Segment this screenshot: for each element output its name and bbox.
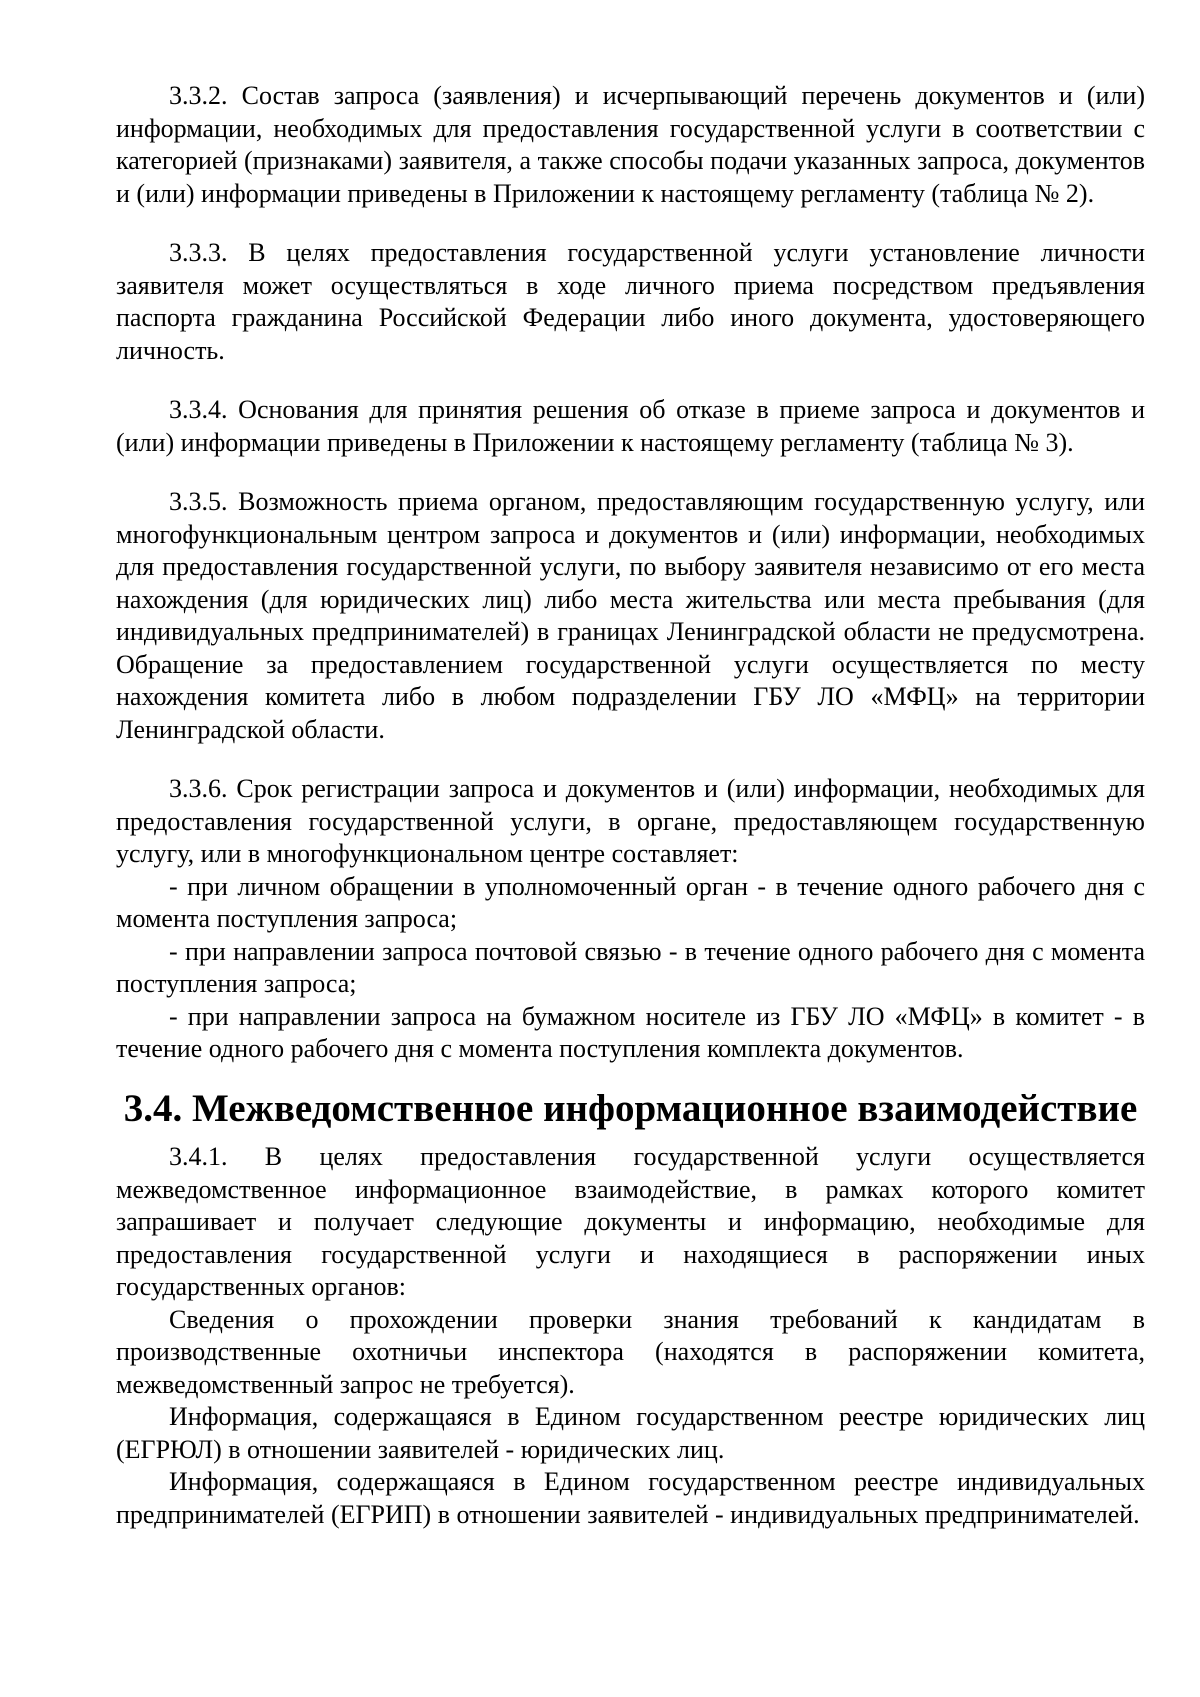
section-heading: 3.4. Межведомственное информационное взаимодействие <box>123 1086 1138 1130</box>
paragraph-3-3-5: 3.3.5. Возможность приема органом, предоставляющим государственную услугу, или многофункциональным центром запроса и документов и (или) информации, необходимых для предоставления государственной услуги, по выбору заявителя независимо от его места нахождения (для юридических лиц) либо места жительства или места пребывания (для индивидуальных предпринимателей) в границах Ленинградской области не предусмотрена. Обращение за предоставлением государственной услуги осуществляется по месту нахождения комитета либо в любом подразделении ГБУ ЛО «МФЦ» на территории Ленинградской области. <box>116 487 1145 744</box>
paragraph-egrip-info: Информация, содержащаяся в Едином государственном реестре индивидуальных предпринимателей (ЕГРИП) в отношении заявителей - индивидуальных предпринимателей. <box>116 1467 1145 1529</box>
paragraph-3-3-3: 3.3.3. В целях предоставления государственной услуги установление личности заявителя может осуществляться в ходе личного приема посредством предъявления паспорта гражданина Российской Федерации либо иного документа, удостоверяющего личность. <box>116 238 1145 365</box>
paragraph-inspection-info: Сведения о прохождении проверки знания требований к кандидатам в производственные охотничьи инспектора (находятся в распоряжении комитета, межведомственный запрос не требуется). <box>116 1304 1145 1399</box>
list-item: - при направлении запроса почтовой связью - в течение одного рабочего дня с момента поступления запроса; <box>116 936 1145 998</box>
paragraph-3-3-4: 3.3.4. Основания для принятия решения об отказе в приеме запроса и документов и (или) информации приведены в Приложении к настоящему регламенту (таблица № 3). <box>116 395 1145 457</box>
paragraph-3-4-1: 3.4.1. В целях предоставления государственной услуги осуществляется межведомственное информационное взаимодействие, в рамках которого комитет запрашивает и получает следующие документы и информацию, необходимые для предоставления государственной услуги и находящиеся в распоряжении иных государственных органов: <box>116 1142 1145 1301</box>
list-item: - при личном обращении в уполномоченный орган - в течение одного рабочего дня с момента поступления запроса; <box>116 871 1145 933</box>
document-page <box>116 80 1145 1531</box>
list-item: - при направлении запроса на бумажном носителе из ГБУ ЛО «МФЦ» в комитет - в течение одного рабочего дня с момента поступления комплекта документов. <box>116 1001 1145 1063</box>
paragraph-3-3-6: 3.3.6. Срок регистрации запроса и документов и (или) информации, необходимых для предоставления государственной услуги, в органе, предоставляющем государственную услугу, или в многофункциональном центре составляет: <box>116 774 1145 868</box>
paragraph-egrul-info: Информация, содержащаяся в Едином государственном реестре юридических лиц (ЕГРЮЛ) в отношении заявителей - юридических лиц. <box>116 1402 1145 1464</box>
paragraph-3-3-2: 3.3.2. Состав запроса (заявления) и исчерпывающий перечень документов и (или) информации, необходимых для предоставления государственной услуги в соответствии с категорией (признаками) заявителя, а также способы подачи указанных запроса, документов и (или) информации приведены в Приложении к настоящему регламенту (таблица № 2). <box>116 81 1145 208</box>
